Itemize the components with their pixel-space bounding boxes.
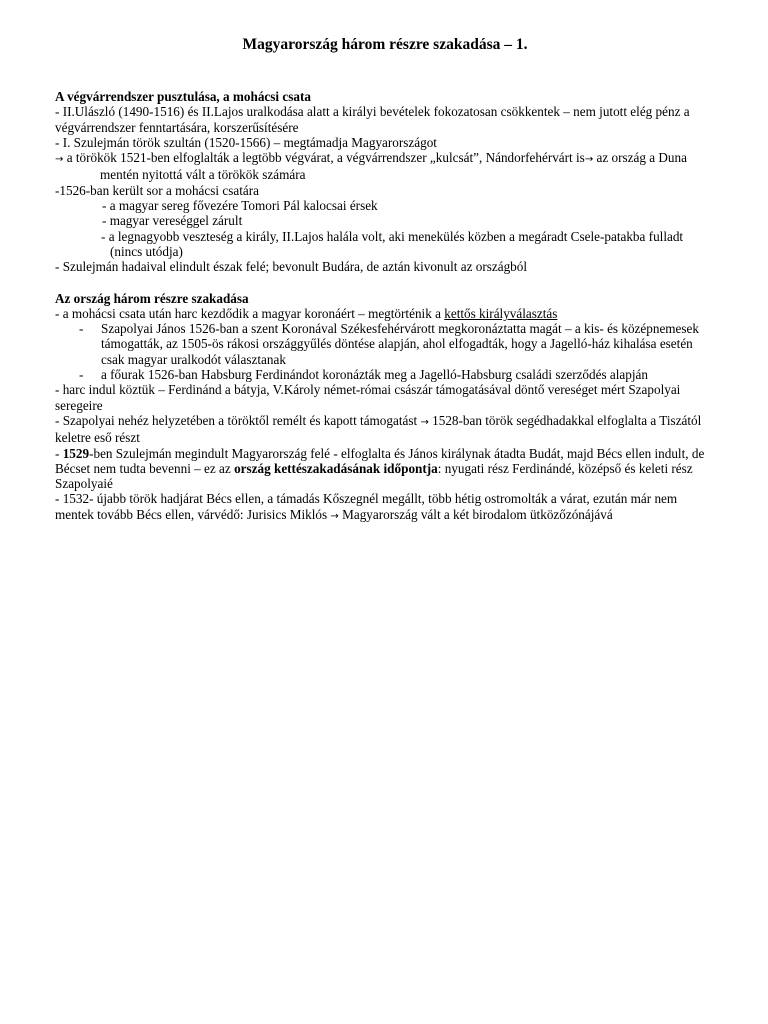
arrow-icon: → [584, 154, 594, 166]
paragraph: - I. Szulejmán török szultán (1520-1566) – megtámadja Magyarországot [55, 134, 437, 150]
text-span: a törökök 1521-ben elfoglalták a legtöbb végvárat, a végvárrendszer „kulcsát”, Nándorfehérvárt is [66, 150, 585, 166]
arrow-icon: → [55, 154, 64, 166]
list-item-text: Szapolyai János 1526-ban a szent Koronával Székesfehérvárott megkoronáztatta magát – a kis- és középnemesek támogatták, az 1505-ös rákosi országgyűlés döntése alapján, ahol elfogadták, hogy a Jagelló-ház kihalása esetén csak magyar uralkodót választanak [101, 321, 699, 367]
indented-paragraph: - a legnagyobb veszteség a király, II.Lajos halála volt, aki menekülés közben a megáradt Csele-patakba fulladt (nincs utódja) [101, 228, 684, 259]
underlined-term: kettős királyválasztás [444, 305, 558, 321]
list-item-text: a főurak 1526-ban Habsburg Ferdinándot koronázták meg a Jagelló-Habsburg családi szerződés alapján [101, 367, 648, 383]
text-span: Magyarország vált a két birodalom ütközőzónájává [338, 506, 613, 522]
paragraph: - Szulejmán hadaival elindult észak felé; bevonult Budára, de aztán kivonult az országból [55, 259, 528, 275]
text-span: 1528-ban török segédhadakkal elfoglalta a Tiszától keletre eső részt [55, 412, 702, 446]
text-span: - [55, 445, 63, 461]
list-item [55, 367, 715, 382]
text-span: -ben Szulejmán megindult Magyarország felé - elfoglalta és János királynak átadta Budát, majd Bécs ellen indult, de Bécset nem tudta bevenni – ez az [55, 445, 705, 476]
page-title: Magyarország három részre szakadása – 1. [242, 36, 528, 53]
section-split [55, 291, 715, 524]
paragraph: - II.Ulászló (1490-1516) és II.Lajos uralkodása alatt a királyi bevételek fokozatosan csökkentek – nem jutott elég pénz a végvárrendszer fenntartására, korszerűsítésére [55, 104, 690, 135]
text-span: - Szapolyai nehéz helyzetében a töröktől remélt és kapott támogatást [55, 412, 421, 428]
list-dash: - [79, 321, 84, 337]
paragraph [55, 446, 715, 492]
text-span: - a mohácsi csata után harc kezdődik a magyar koronáért – megtörténik a [55, 305, 445, 321]
arrow-icon: → [420, 416, 429, 428]
paragraph [55, 413, 715, 446]
section-mohacs [55, 89, 715, 275]
list-item [55, 321, 715, 367]
list-dash: - [79, 367, 84, 383]
paragraph [55, 306, 715, 321]
document-page [55, 36, 715, 540]
section-heading: A végvárrendszer pusztulása, a mohácsi csata [55, 89, 311, 104]
indented-paragraph [55, 150, 715, 183]
text-span: : nyugati rész Ferdinándé, középső és keleti rész Szapolyaié [55, 460, 693, 492]
indented-paragraph: - a magyar sereg fővezére Tomori Pál kalocsai érsek [102, 198, 378, 214]
bold-year: 1529 [62, 445, 90, 461]
section-heading: Az ország három részre szakadása [55, 290, 249, 306]
paragraph: - harc indul köztük – Ferdinánd a bátyja, V.Károly német-római császár támogatásával döntő vereséget mért Szapolyai seregeire [55, 382, 681, 413]
indented-paragraph: - magyar vereséggel zárult [102, 213, 243, 229]
text-span: - 1532- újabb török hadjárat Bécs ellen, a támadás Kőszegnél megállt, több hétig ostromolták a várat, ezután már nem mentek tovább Bécs ellen, várvédő: Jurisics Miklós [55, 491, 678, 522]
arrow-icon: → [330, 510, 339, 522]
paragraph [55, 491, 715, 524]
text-span: az ország a Duna mentén nyitottá vált a törökök számára [100, 150, 687, 183]
paragraph: -1526-ban került sor a mohácsi csatára [55, 182, 259, 198]
bold-phrase: ország kettészakadásának időpontja [234, 460, 438, 476]
